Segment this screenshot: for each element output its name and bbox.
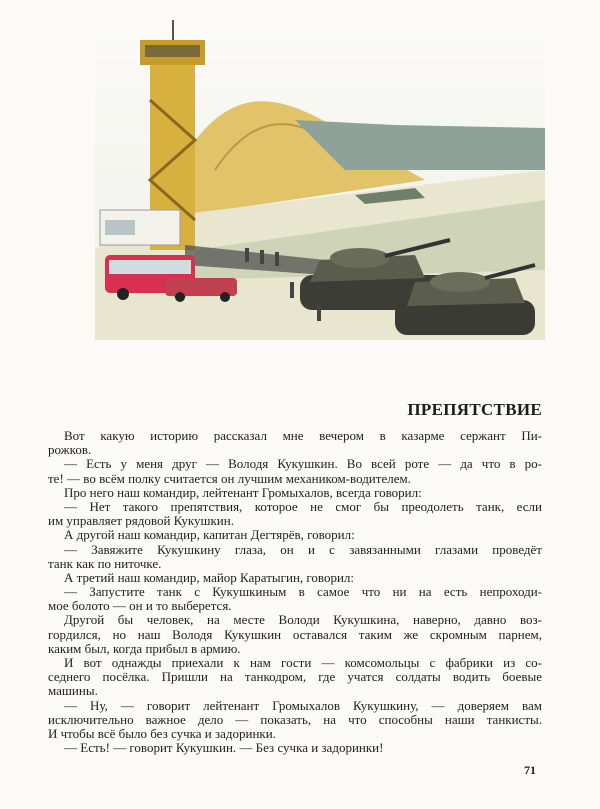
text-line: А третий наш командир, майор Каратыгин, говорил: <box>64 569 355 585</box>
text-line: гордился, но наш Володя Кукушкин оставался таким же скромным парнем, <box>48 626 542 642</box>
text-line: им управляет рядовой Кукушкин. <box>48 513 234 529</box>
text-line: танк как по ниточке. <box>48 555 162 571</box>
text-line: И вот однажды приехали к нам гости — комсомольцы с фабрики из со- <box>64 655 542 670</box>
text-line: исключительно важное дело — показать, на что способны наши танкисты. <box>48 711 542 727</box>
text-line: машины. <box>48 683 98 699</box>
text-line: И чтобы всё было без сучка и задоринки. <box>48 725 276 741</box>
text-line: — Запустите танк с Кукушкиным в самое что ни на есть непроходи- <box>64 584 542 600</box>
text-line: — Завяжите Кукушкину глаза, он и с завязанными глазами проведёт <box>64 541 542 557</box>
text-line: Про него наш командир, лейтенант Громыхалов, всегда говорил: <box>64 484 422 500</box>
page-number: 71 <box>524 763 536 777</box>
tank-training-ground-illustration <box>95 20 545 340</box>
text-line: рожков. <box>48 442 92 458</box>
text-line: Вот какую историю рассказал мне вечером в казарме сержант Пи- <box>64 428 542 443</box>
text-line: А другой наш командир, капитан Дегтярёв, говорил: <box>64 527 355 543</box>
text-line: седнего посёлка. Пришли на танкодром, где учатся солдаты водить боевые <box>48 669 542 685</box>
text-line: мое болото — он и то выберется. <box>48 598 232 614</box>
text-line: каким был, когда прибыл в армию. <box>48 640 241 656</box>
text-line: Другой бы человек, на месте Володи Кукушкина, наверно, давно воз- <box>64 612 542 628</box>
story-text <box>48 429 542 755</box>
chapter-title: ПРЕПЯТСТВИЕ <box>407 400 542 419</box>
text-line: те! — во всём полку считается он лучшим механиком-водителем. <box>48 470 411 486</box>
text-line: — Есть у меня друг — Володя Кукушкин. Во всей роте — да что в ро- <box>64 456 542 472</box>
text-line: — Нет такого препятствия, которое не смог бы преодолеть танк, если <box>64 498 542 514</box>
text-line: — Есть! — говорит Кукушкин. — Без сучка и задоринки! <box>64 740 384 756</box>
text-line: — Ну, — говорит лейтенант Громыхалов Кукушкину, — доверяем вам <box>64 697 542 713</box>
